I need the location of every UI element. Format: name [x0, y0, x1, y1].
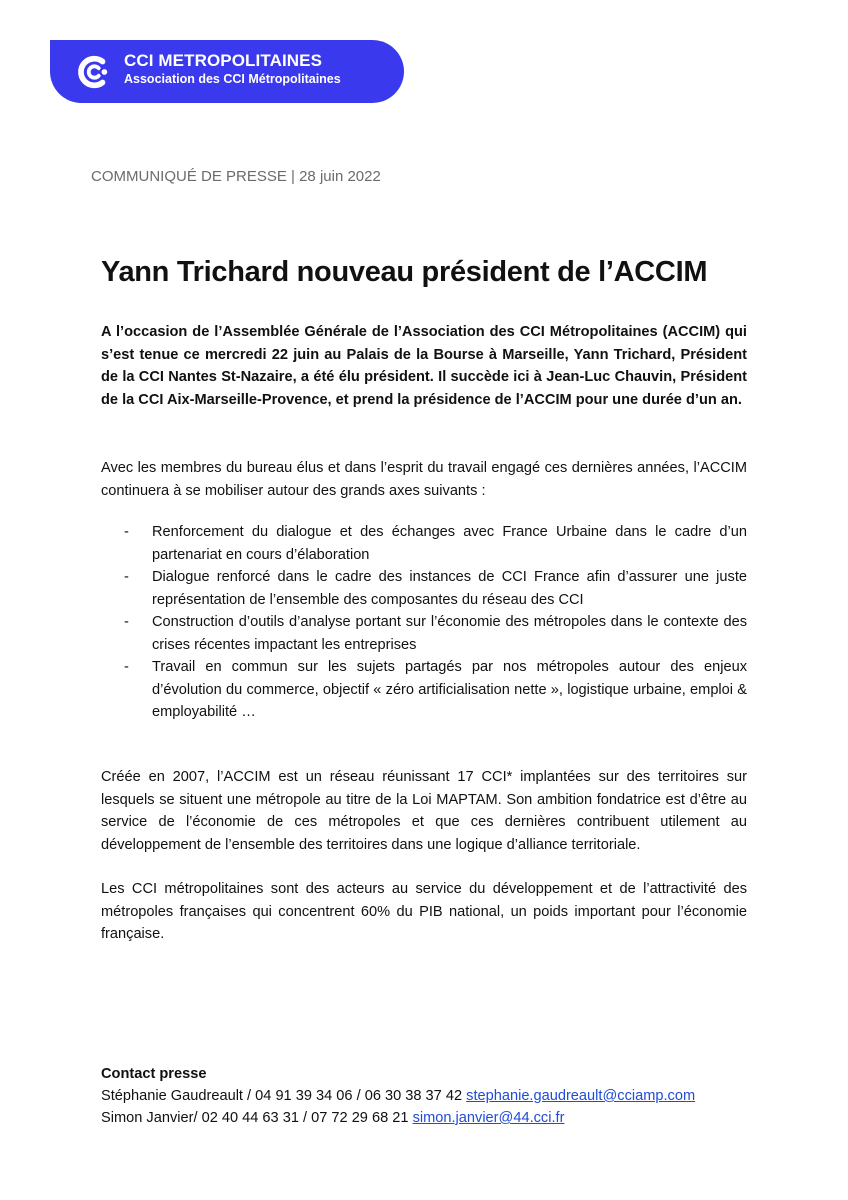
bullet-dash: - [124, 659, 129, 675]
list-item [101, 521, 747, 566]
axes-list [101, 521, 747, 724]
contact-line [101, 1085, 695, 1107]
bullet-dash: - [124, 524, 129, 540]
role-paragraph: Les CCI métropolitaines sont des acteurs au service du développement et de l’attractivité des métropoles françaises qui concentrent 60% du PIB national, un poids important pour l’économie française. [101, 881, 747, 942]
list-item [101, 566, 747, 611]
list-item [101, 611, 747, 656]
logo-banner [50, 40, 404, 103]
cci-logo-icon [74, 53, 112, 91]
press-contact [101, 1063, 695, 1129]
email-link[interactable]: simon.janvier@44.cci.fr [412, 1110, 565, 1126]
list-item-text: Renforcement du dialogue et des échanges avec France Urbaine dans le cadre d’un partenariat en cours d’élaboration [152, 524, 747, 563]
about-paragraph: Créée en 2007, l’ACCIM est un réseau réunissant 17 CCI* implantées sur des territoires sur lesquels se situent une métropole au titre de la Loi MAPTAM. Son ambition fondatrice est d’être au service de l’économie de ces métropoles et que ces dernières contribuent utilement au développement de l’ensemble des territoires dans une logique d’alliance territoriale. [101, 769, 747, 853]
contact-info: Simon Janvier/ 02 40 44 63 31 / 07 72 29 68 21 [101, 1110, 413, 1126]
page-title: Yann Trichard nouveau président de l’ACCIM [101, 256, 708, 288]
list-item-text: Travail en commun sur les sujets partagés par nos métropoles autour des enjeux d’évolution du commerce, objectif « zéro artificialisation nette », logistique urbaine, emploi & employabilité … [152, 659, 747, 720]
list-item-text: Dialogue renforcé dans le cadre des instances de CCI France afin d’assurer une juste représentation de l’ensemble des composantes du réseau des CCI [152, 569, 747, 608]
press-release-date: COMMUNIQUÉ DE PRESSE | 28 juin 2022 [91, 168, 381, 185]
email-link[interactable]: stephanie.gaudreault@cciamp.com [466, 1088, 696, 1104]
list-item-text: Construction d’outils d’analyse portant sur l’économie des métropoles dans le contexte des crises récentes impactant les entreprises [152, 614, 747, 653]
list-item [101, 656, 747, 724]
bullet-dash: - [124, 569, 129, 585]
bullet-dash: - [124, 614, 129, 630]
contact-title: Contact presse [101, 1066, 207, 1082]
contact-line [101, 1107, 695, 1129]
logo-text [124, 51, 341, 88]
logo-subtitle: Association des CCI Métropolitaines [124, 72, 341, 86]
intro-paragraph: Avec les membres du bureau élus et dans l’esprit du travail engagé ces dernières années, l’ACCIM continuera à se mobiliser autour des grands axes suivants : [101, 460, 747, 499]
lead-paragraph: A l’occasion de l’Assemblée Générale de l’Association des CCI Métropolitaines (ACCIM) qui s’est tenue ce mercredi 22 juin au Palais de la Bourse à Marseille, Yann Trichard, Président de la CCI Nantes St-Nazaire, a été élu président. Il succède ici à Jean-Luc Chauvin, Président de la CCI Aix-Marseille-Provence, et prend la présidence de l’ACCIM pour une durée d’un an. [101, 324, 747, 408]
logo-title: CCI METROPOLITAINES [124, 51, 323, 70]
contact-info: Stéphanie Gaudreault / 04 91 39 34 06 / 06 30 38 37 42 [101, 1088, 467, 1104]
